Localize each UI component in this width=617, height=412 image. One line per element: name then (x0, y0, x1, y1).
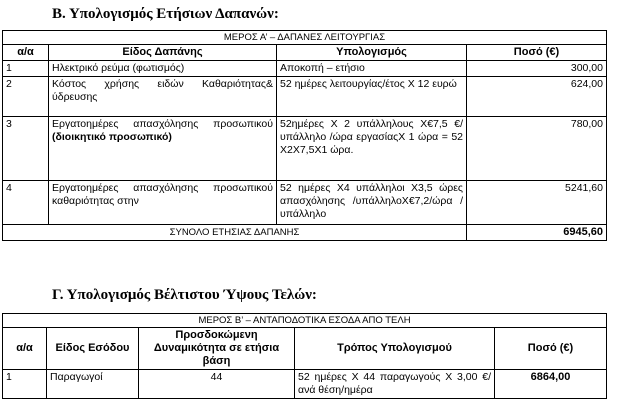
row-calc: 52 ημέρες λειτουργίας/έτος Χ 12 ευρώ (277, 77, 467, 117)
row-type: Εργατοημέρες απασχόλησης προσωπικού καθαριότητας στην (49, 181, 277, 225)
row-aa: 1 (3, 370, 47, 399)
table-row (3, 117, 607, 181)
row-aa: 3 (3, 117, 49, 181)
row-type (49, 117, 277, 181)
row-type-text: Εργατοημέρες απασχόλησης προσωπικού (52, 118, 273, 130)
row-type: Κόστος χρήσης ειδών Καθαριότητας& ύδρευσης (49, 77, 277, 117)
col-amount-header: Ποσό (€) (495, 328, 607, 370)
col-amount-header: Ποσό (€) (467, 45, 607, 61)
row-type: Ηλεκτρικό ρεύμα (φωτισμός) (49, 61, 277, 77)
total-value: 6945,60 (467, 225, 607, 241)
col-calc-header: Υπολογισμός (277, 45, 467, 61)
row-amount: 6864,00 (495, 370, 607, 399)
row-calc: Αποκοπή – ετήσιο (277, 61, 467, 77)
table-row (3, 77, 607, 117)
col-type-header: Είδος Δαπάνης (49, 45, 277, 61)
col-type-header: Είδος Εσόδου (47, 328, 139, 370)
revenue-banner: ΜΕΡΟΣ Β’ – ΑΝΤΑΠΟΔΟΤΙΚΑ ΕΣΟΔΑ ΑΠΟ ΤΕΛΗ (3, 314, 607, 328)
table-row (3, 61, 607, 77)
section-b-title: Β. Υπολογισμός Ετήσιων Δαπανών: (52, 6, 279, 22)
col-capacity-header: Προσδοκώμενη Δυναμικότητα σε ετήσια βάση (139, 328, 295, 370)
row-aa: 4 (3, 181, 49, 225)
row-capacity: 44 (139, 370, 295, 399)
revenue-table (2, 313, 607, 399)
row-type: Παραγωγοί (47, 370, 139, 399)
row-calc: 52ημέρες Χ 2 υπάλληλους Χ€7,5 €/ υπάλληλο /ώρα εργασίαςΧ 1 ώρα = 52 Χ2Χ7,5Χ1 ώρα. (277, 117, 467, 181)
section-c-title: Γ. Υπολογισμός Βέλτιστου Ύψους Τελών: (52, 287, 317, 303)
row-aa: 1 (3, 61, 49, 77)
col-aa-header: α/α (3, 328, 47, 370)
row-method: 52 ημέρες Χ 44 παραγωγούς Χ 3,00 €/ανά θέση/ημέρα (295, 370, 495, 399)
expenses-banner: ΜΕΡΟΣ Α’ – ΔΑΠΑΝΕΣ ΛΕΙΤΟΥΡΓΙΑΣ (3, 31, 607, 45)
row-calc: 52 ημέρες Χ4 υπάλληλοι Χ3,5 ώρες απασχόλησης /υπάλληλοΧ€7,2/ώρα /υπάλληλο (277, 181, 467, 225)
row-type-emphasis: (διοικητικό προσωπικό) (52, 131, 172, 143)
col-method-header: Τρόπος Υπολογισμού (295, 328, 495, 370)
col-aa-header: α/α (3, 45, 49, 61)
row-aa: 2 (3, 77, 49, 117)
row-amount: 780,00 (467, 117, 607, 181)
table-row (3, 370, 607, 399)
total-row (3, 225, 607, 241)
row-amount: 5241,60 (467, 181, 607, 225)
row-amount: 624,00 (467, 77, 607, 117)
expenses-table (2, 30, 607, 241)
total-label: ΣΥΝΟΛΟ ΕΤΗΣΙΑΣ ΔΑΠΑΝΗΣ (3, 225, 467, 241)
row-amount: 300,00 (467, 61, 607, 77)
table-row (3, 181, 607, 225)
